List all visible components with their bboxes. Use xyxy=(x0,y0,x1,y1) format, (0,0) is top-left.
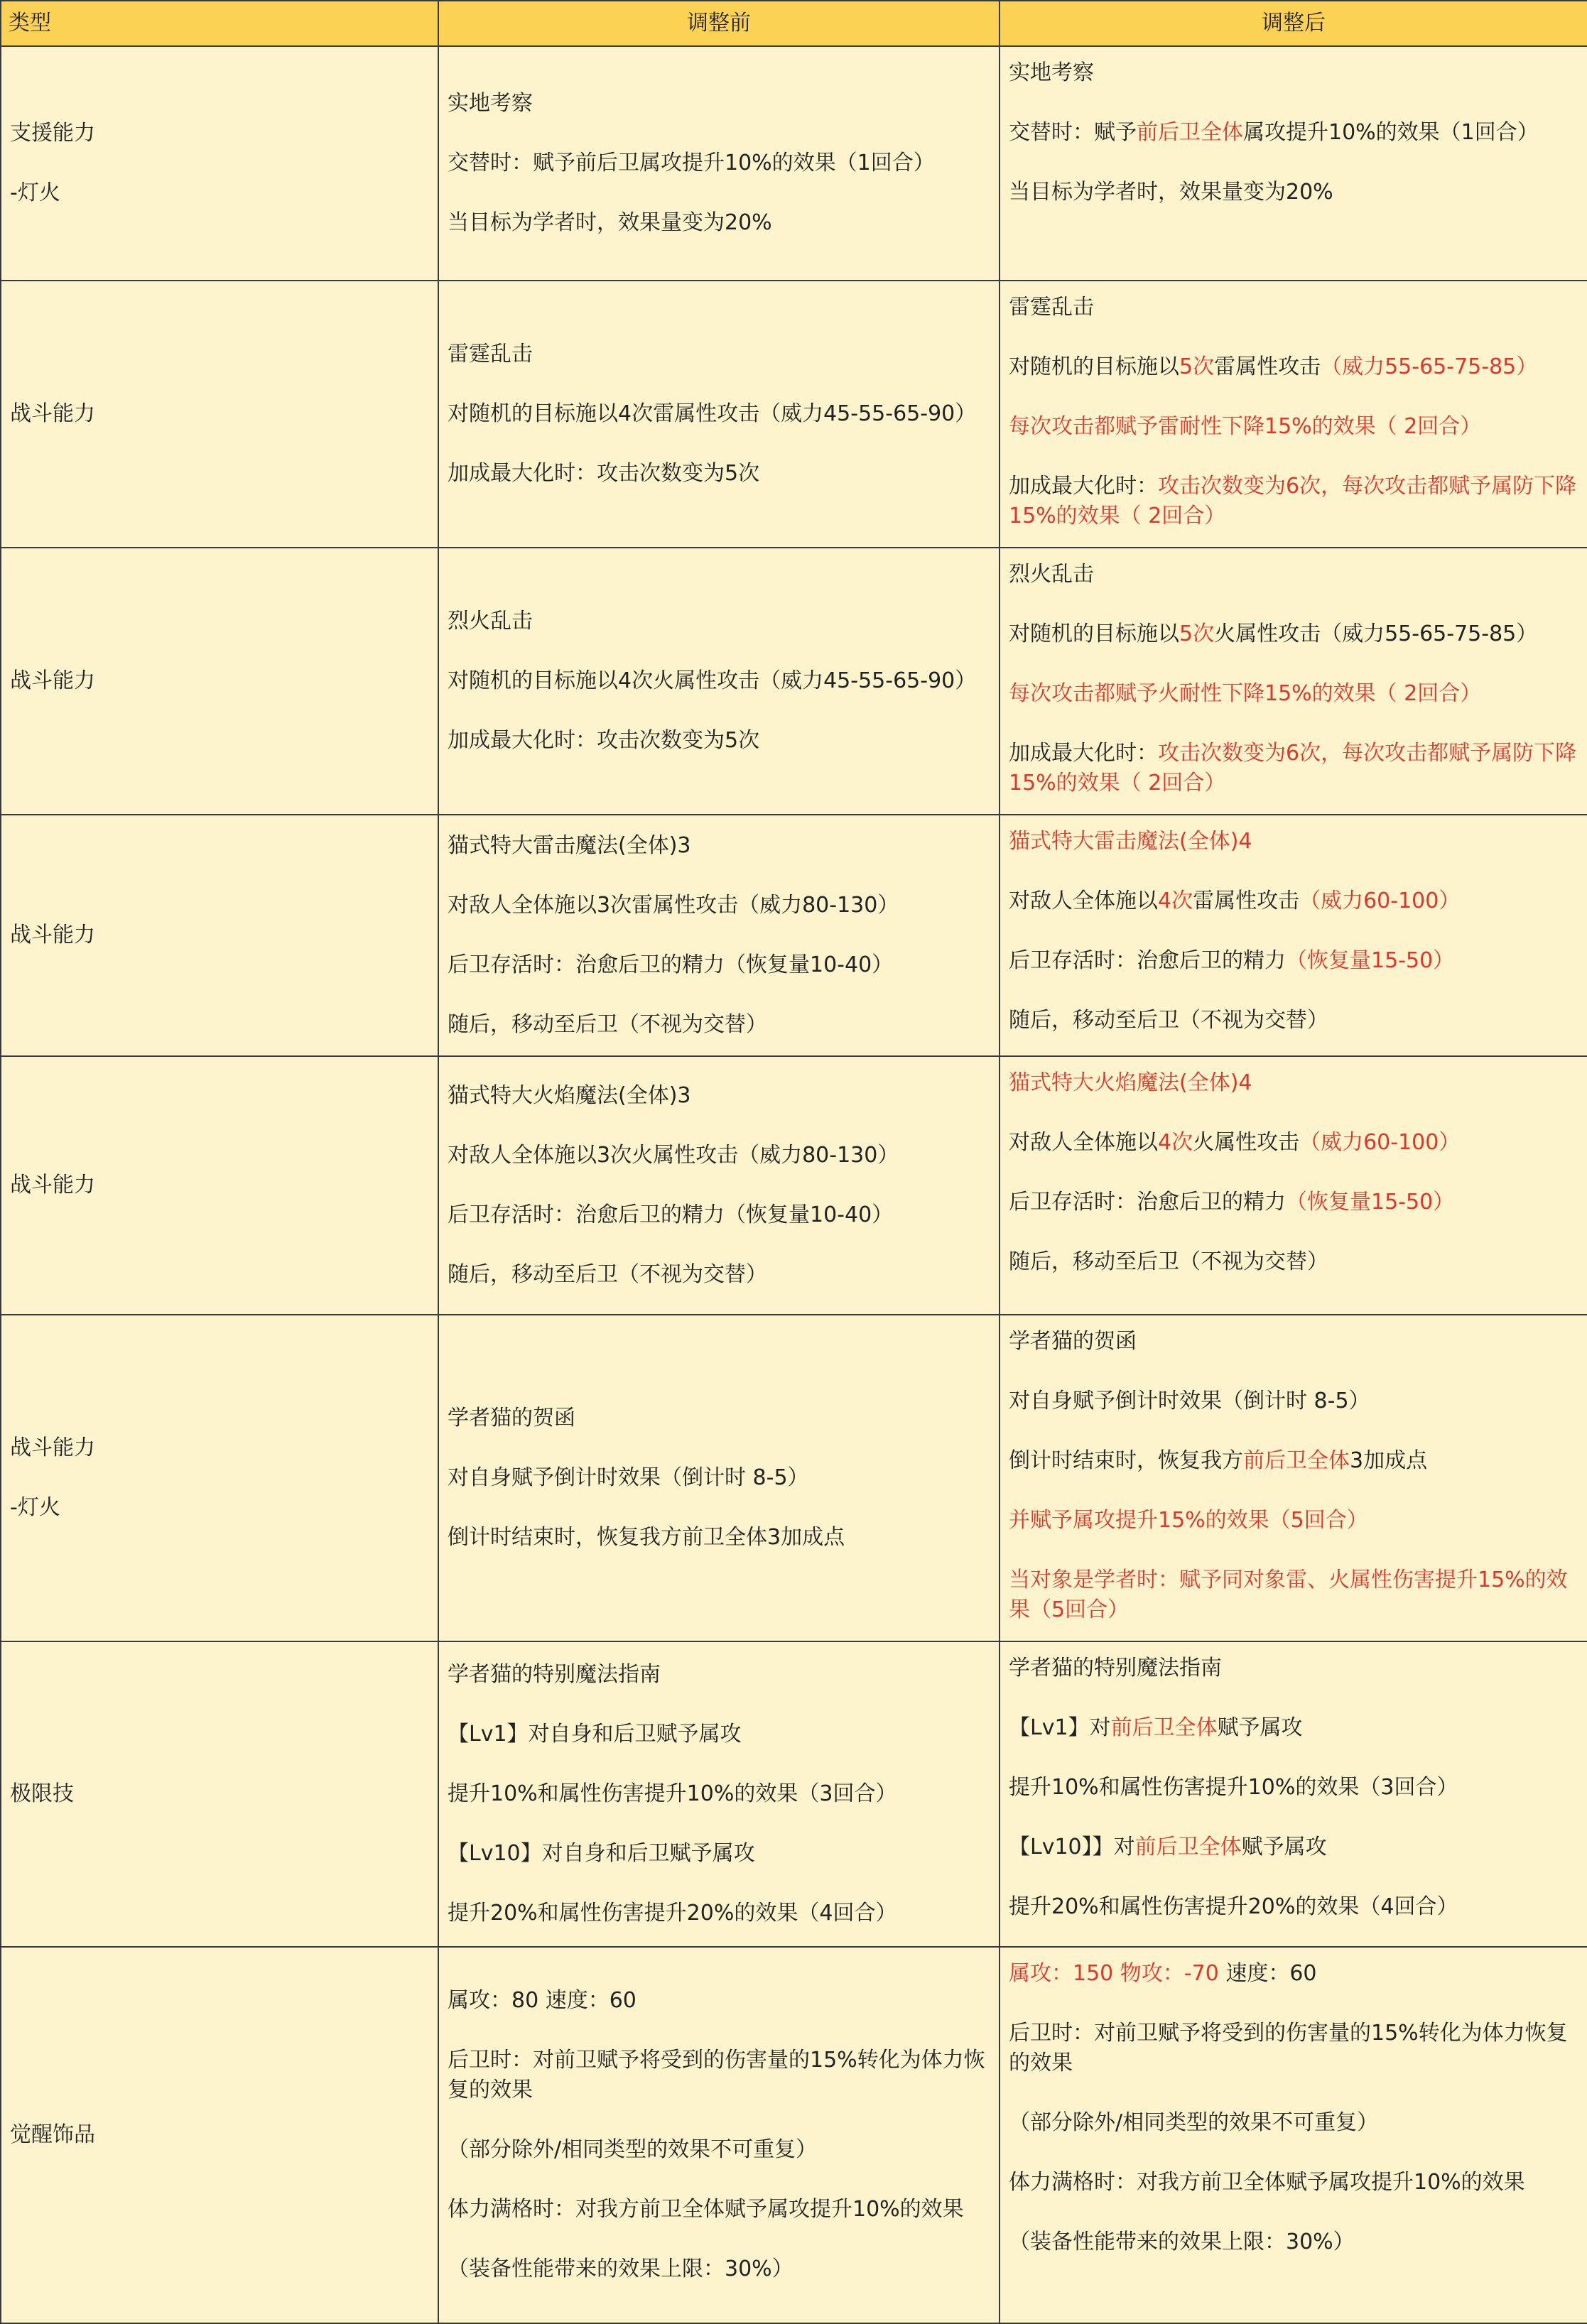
type-label: 极限技 xyxy=(10,1781,74,1806)
table-row xyxy=(1,815,1587,1056)
text-segment: 雷属性攻击 xyxy=(1193,889,1300,913)
text-segment: 体力满格时：对我方前卫全体赋予属攻提升10%的效果 xyxy=(448,2197,964,2222)
text-segment: 赋予属攻 xyxy=(1217,1715,1303,1740)
after-line xyxy=(1009,1959,1578,1989)
before-line xyxy=(448,1463,990,1493)
changed-text: 前后卫全体 xyxy=(1137,120,1243,145)
after-line xyxy=(1009,1128,1578,1158)
before-cell xyxy=(438,1641,1000,1947)
before-line xyxy=(448,1081,990,1111)
after-line xyxy=(1009,1188,1578,1217)
text-segment: 学者猫的贺函 xyxy=(1009,1329,1137,1354)
table-row xyxy=(1,46,1587,281)
before-line xyxy=(448,831,990,861)
before-cell xyxy=(438,548,1000,815)
text-segment: 猫式特大火焰魔法(全体)3 xyxy=(448,1083,691,1108)
text-segment: （装备性能带来的效果上限：30%） xyxy=(1009,2230,1355,2254)
type-label: -灯火 xyxy=(10,1495,60,1520)
after-line xyxy=(1009,560,1578,590)
changed-text: （威力60-100） xyxy=(1299,1130,1461,1155)
changed-text: 5次 xyxy=(1179,621,1215,646)
type-label: 战斗能力 xyxy=(10,401,95,426)
type-label: 战斗能力 xyxy=(10,923,95,947)
text-segment: 后卫存活时：治愈后卫的精力（恢复量10-40） xyxy=(448,952,894,977)
after-line xyxy=(1009,1446,1578,1476)
after-line xyxy=(1009,472,1578,531)
before-line xyxy=(448,950,990,980)
text-segment: 3加成点 xyxy=(1350,1448,1428,1473)
text-segment: 对随机的目标施以 xyxy=(1009,354,1179,379)
table-row xyxy=(1,1641,1587,1947)
type-cell xyxy=(1,815,438,1056)
after-line xyxy=(1009,1506,1578,1536)
after-cell xyxy=(1000,1315,1587,1641)
changed-text: 前后卫全体 xyxy=(1134,1835,1242,1859)
text-segment: 火属性攻击（威力55-65-75-85） xyxy=(1214,621,1538,646)
table-row xyxy=(1,548,1587,815)
header-after: 调整后 xyxy=(1000,1,1587,46)
header-before: 调整前 xyxy=(438,1,1000,46)
text-segment: 实地考察 xyxy=(1009,60,1094,85)
text-segment: 加成最大化时：攻击次数变为5次 xyxy=(448,461,760,486)
type-label: 觉醒饰品 xyxy=(10,2122,95,2147)
after-line xyxy=(1009,293,1578,322)
text-segment: 雷霆乱击 xyxy=(1009,295,1094,320)
text-segment: 属攻提升10%的效果（1回合） xyxy=(1243,120,1539,145)
changed-text: 4次 xyxy=(1158,1130,1193,1155)
text-segment: 对随机的目标施以 xyxy=(1009,621,1179,646)
after-line xyxy=(1009,1565,1578,1625)
after-line xyxy=(1009,1386,1578,1416)
before-cell xyxy=(438,281,1000,548)
before-line xyxy=(448,1899,990,1928)
after-line xyxy=(1009,827,1578,857)
before-line xyxy=(448,1141,990,1171)
before-cell xyxy=(438,1315,1000,1641)
changed-text: 攻击次数变为6次，每次攻击都赋予属防下降15%的效果（ 2回合） xyxy=(1009,741,1577,796)
type-cell xyxy=(1,1947,438,2323)
text-segment: 烈火乱击 xyxy=(1009,562,1094,587)
after-cell xyxy=(1000,281,1587,548)
table-row xyxy=(1,281,1587,548)
text-segment: 后卫存活时：治愈后卫的精力 xyxy=(1009,1190,1286,1215)
text-segment: 速度：60 xyxy=(1218,1961,1317,1986)
after-line xyxy=(1009,1006,1578,1036)
after-cell xyxy=(1000,1056,1587,1315)
after-line xyxy=(1009,2168,1578,2198)
before-line xyxy=(448,1260,990,1290)
before-line xyxy=(448,1839,990,1869)
text-segment: 【Lv1】对自身和后卫赋予属攻 xyxy=(448,1722,742,1747)
after-cell xyxy=(1000,815,1587,1056)
text-segment: 随后，移动至后卫（不视为交替） xyxy=(448,1012,767,1037)
after-line xyxy=(1009,178,1578,207)
text-segment: 提升20%和属性伤害提升20%的效果（4回合） xyxy=(448,1901,897,1926)
text-segment: （部分除外/相同类型的效果不可重复） xyxy=(448,2137,818,2162)
text-segment: 【Lv10】】对 xyxy=(1009,1835,1135,1859)
changed-text: 猫式特大雷击魔法(全体)4 xyxy=(1009,829,1252,854)
type-cell xyxy=(1,548,438,815)
text-segment: 随后，移动至后卫（不视为交替） xyxy=(448,1262,767,1287)
text-segment: （装备性能带来的效果上限：30%） xyxy=(448,2257,794,2281)
before-line xyxy=(448,2135,990,2165)
after-cell xyxy=(1000,1641,1587,1947)
after-line xyxy=(1009,739,1578,798)
before-line xyxy=(448,148,990,178)
before-line xyxy=(448,891,990,921)
before-line xyxy=(448,607,990,636)
after-line xyxy=(1009,118,1578,148)
after-line xyxy=(1009,2019,1578,2078)
after-line xyxy=(1009,412,1578,442)
before-cell xyxy=(438,1947,1000,2323)
text-segment: 对自身赋予倒计时效果（倒计时 8-5） xyxy=(448,1465,809,1490)
before-line xyxy=(448,208,990,238)
after-line xyxy=(1009,2108,1578,2138)
type-label: 战斗能力 xyxy=(10,1173,95,1198)
after-cell xyxy=(1000,46,1587,281)
changed-text: 攻击次数变为6次，每次攻击都赋予属防下降15%的效果（ 2回合） xyxy=(1009,474,1577,528)
text-segment: 属攻：80 速度：60 xyxy=(448,1988,637,2013)
after-line xyxy=(1009,679,1578,709)
type-cell xyxy=(1,46,438,281)
changed-text: 每次攻击都赋予雷耐性下降15%的效果（ 2回合） xyxy=(1009,414,1482,439)
text-segment: 对自身赋予倒计时效果（倒计时 8-5） xyxy=(1009,1389,1370,1413)
text-segment: 加成最大化时： xyxy=(1009,741,1158,766)
text-segment: 【Lv10】对自身和后卫赋予属攻 xyxy=(448,1841,755,1866)
text-segment: 加成最大化时：攻击次数变为5次 xyxy=(448,728,760,753)
text-segment: 雷属性攻击 xyxy=(1214,354,1321,379)
changed-text: 4次 xyxy=(1158,889,1193,913)
text-segment: 后卫存活时：治愈后卫的精力 xyxy=(1009,948,1286,973)
type-label: 战斗能力 xyxy=(10,1435,95,1460)
after-line xyxy=(1009,1068,1578,1098)
before-line xyxy=(448,2254,990,2284)
text-segment: （部分除外/相同类型的效果不可重复） xyxy=(1009,2110,1379,2135)
changed-text: （威力60-100） xyxy=(1299,889,1461,913)
type-label: 战斗能力 xyxy=(10,668,95,693)
after-cell xyxy=(1000,548,1587,815)
changed-text: 5次 xyxy=(1179,354,1215,379)
type-label: 支援能力 xyxy=(10,121,95,146)
after-line xyxy=(1009,352,1578,382)
after-line xyxy=(1009,1327,1578,1357)
type-cell xyxy=(1,1315,438,1641)
changed-text: 当对象是学者时：赋予同对象雷、火属性伤害提升15%的效果（5回合） xyxy=(1009,1568,1568,1622)
text-segment: 猫式特大雷击魔法(全体)3 xyxy=(448,833,691,858)
changed-text: 属攻：150 物攻：-70 xyxy=(1009,1961,1219,1986)
before-line xyxy=(448,2046,990,2105)
text-segment: 学者猫的特别魔法指南 xyxy=(1009,1656,1222,1680)
before-line xyxy=(448,89,990,119)
text-segment: 随后，移动至后卫（不视为交替） xyxy=(1009,1249,1328,1274)
text-segment: 对敌人全体施以 xyxy=(1009,1130,1158,1155)
table-row xyxy=(1,1947,1587,2323)
text-segment: 雷霆乱击 xyxy=(448,342,533,366)
text-segment: 当目标为学者时，效果量变为20% xyxy=(448,210,772,235)
text-segment: 对敌人全体施以3次雷属性攻击（威力80-130） xyxy=(448,893,899,918)
type-cell xyxy=(1,1641,438,1947)
before-line xyxy=(448,1010,990,1040)
after-line xyxy=(1009,886,1578,916)
after-line xyxy=(1009,58,1578,88)
text-segment: 火属性攻击 xyxy=(1193,1130,1300,1155)
text-segment: 交替时：赋予前后卫属攻提升10%的效果（1回合） xyxy=(448,151,935,175)
changed-text: 并赋予属攻提升15%的效果（5回合） xyxy=(1009,1508,1368,1533)
type-cell xyxy=(1,1056,438,1315)
table-row xyxy=(1,1056,1587,1315)
header-row xyxy=(1,1,1587,46)
before-cell xyxy=(438,1056,1000,1315)
text-segment: 对敌人全体施以 xyxy=(1009,889,1158,913)
text-segment: 倒计时结束时，恢复我方前卫全体3加成点 xyxy=(448,1525,845,1550)
before-cell xyxy=(438,815,1000,1056)
before-line xyxy=(448,1660,990,1690)
before-line xyxy=(448,1986,990,2016)
type-label: -灯火 xyxy=(10,180,60,205)
before-line xyxy=(448,1720,990,1749)
table-body xyxy=(1,46,1587,2323)
after-line xyxy=(1009,1654,1578,1683)
text-segment: 提升20%和属性伤害提升20%的效果（4回合） xyxy=(1009,1894,1458,1919)
text-segment: 赋予属攻 xyxy=(1241,1835,1327,1859)
after-line xyxy=(1009,1892,1578,1922)
before-line xyxy=(448,1200,990,1230)
after-line xyxy=(1009,1773,1578,1803)
before-line xyxy=(448,1523,990,1553)
changed-text: 前后卫全体 xyxy=(1110,1715,1218,1740)
text-segment: 【Lv1】对 xyxy=(1009,1715,1111,1740)
before-line xyxy=(448,1403,990,1433)
text-segment: 提升10%和属性伤害提升10%的效果（3回合） xyxy=(448,1781,897,1806)
changed-text: 每次攻击都赋予火耐性下降15%的效果（ 2回合） xyxy=(1009,681,1482,706)
header-type: 类型 xyxy=(1,1,438,46)
text-segment: 加成最大化时： xyxy=(1009,474,1158,499)
text-segment: 后卫存活时：治愈后卫的精力（恢复量10-40） xyxy=(448,1202,894,1227)
after-line xyxy=(1009,946,1578,976)
text-segment: 倒计时结束时，恢复我方 xyxy=(1009,1448,1243,1473)
before-line xyxy=(448,1779,990,1809)
text-segment: 随后，移动至后卫（不视为交替） xyxy=(1009,1008,1328,1033)
changed-text: （威力55-65-75-85） xyxy=(1321,354,1538,379)
before-line xyxy=(448,726,990,756)
changed-text: 猫式特大火焰魔法(全体)4 xyxy=(1009,1070,1252,1095)
after-line xyxy=(1009,619,1578,649)
before-line xyxy=(448,666,990,696)
text-segment: 交替时：赋予 xyxy=(1009,120,1137,145)
text-segment: 烈火乱击 xyxy=(448,609,533,634)
changed-text: （恢复量15-50） xyxy=(1286,1190,1455,1215)
text-segment: 后卫时：对前卫赋予将受到的伤害量的15%转化为体力恢复的效果 xyxy=(1009,2021,1568,2075)
after-line xyxy=(1009,1713,1578,1743)
table-row xyxy=(1,1315,1587,1641)
text-segment: 对随机的目标施以4次雷属性攻击（威力45-55-65-90） xyxy=(448,401,977,426)
text-segment: 对随机的目标施以4次火属性攻击（威力45-55-65-90） xyxy=(448,668,977,693)
before-line xyxy=(448,2195,990,2225)
text-segment: 学者猫的特别魔法指南 xyxy=(448,1662,661,1687)
text-segment: 学者猫的贺函 xyxy=(448,1406,575,1430)
text-segment: 实地考察 xyxy=(448,91,533,116)
text-segment: 对敌人全体施以3次火属性攻击（威力80-130） xyxy=(448,1143,899,1168)
text-segment: 体力满格时：对我方前卫全体赋予属攻提升10%的效果 xyxy=(1009,2170,1525,2195)
before-cell xyxy=(438,46,1000,281)
after-line xyxy=(1009,1247,1578,1277)
before-line xyxy=(448,340,990,369)
after-line xyxy=(1009,2227,1578,2257)
before-line xyxy=(448,399,990,429)
type-cell xyxy=(1,281,438,548)
changed-text: 前后卫全体 xyxy=(1243,1448,1350,1473)
changed-text: （恢复量15-50） xyxy=(1286,948,1455,973)
after-line xyxy=(1009,1832,1578,1862)
text-segment: 提升10%和属性伤害提升10%的效果（3回合） xyxy=(1009,1775,1458,1800)
text-segment: 后卫时：对前卫赋予将受到的伤害量的15%转化为体力恢复的效果 xyxy=(448,2048,985,2102)
text-segment: 当目标为学者时，效果量变为20% xyxy=(1009,180,1333,205)
after-cell xyxy=(1000,1947,1587,2323)
before-line xyxy=(448,459,990,489)
